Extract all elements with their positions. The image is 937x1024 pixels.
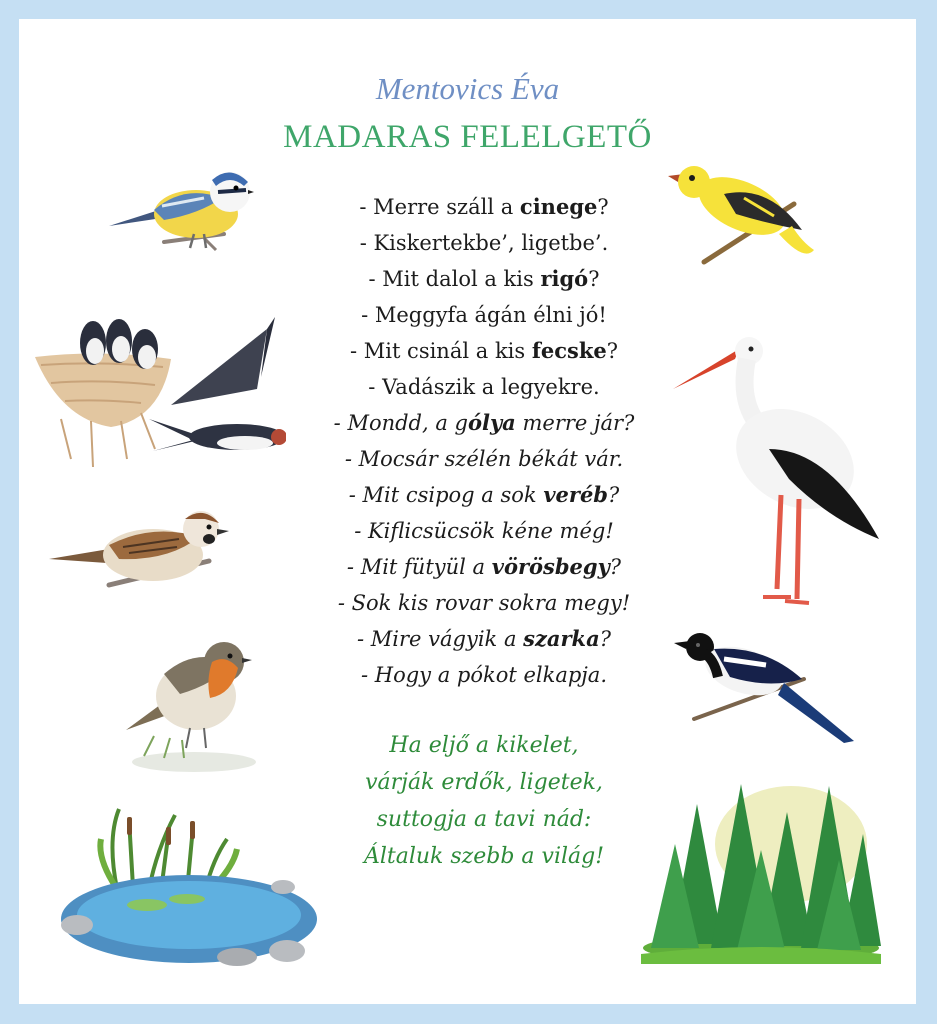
poem-line: - Kiflicsücsök kéne még!: [354, 519, 614, 543]
blue-tit-icon: [104, 154, 254, 264]
closing-line: Ha eljő a kikelet,: [389, 733, 579, 758]
poem-line: - Mondd, a gólya merre jár?: [333, 410, 635, 435]
poem-line: - Merre száll a cinege?: [359, 194, 609, 219]
closing-line: várják erdők, ligetek,: [365, 770, 603, 795]
poem-line: - Kiskertekbe’, ligetbe’.: [359, 231, 609, 255]
poem-line: - Sok kis rovar sokra megy!: [337, 591, 631, 615]
poem-body: [254, 189, 714, 693]
poem-line: - Mit dalol a kis rigó?: [368, 266, 600, 291]
golden-oriole-icon: [664, 154, 819, 269]
swallow-nest-icon: [31, 309, 286, 469]
pond-icon: [57, 799, 322, 969]
forest-icon: [641, 764, 881, 964]
poem-card: [19, 19, 916, 1004]
poem-line: - Mit csipog a sok veréb?: [348, 482, 620, 507]
author-name: Mentovics Éva: [375, 71, 560, 106]
robin-icon: [124, 624, 264, 774]
stork-icon: [669, 319, 889, 619]
poem-line: - Mit csinál a kis fecske?: [349, 338, 619, 363]
closing-line: Általuk szebb a világ!: [363, 844, 605, 869]
sparrow-icon: [49, 489, 229, 599]
poem-line: - Mit fütyül a vörösbegy?: [346, 554, 622, 579]
closing-line: suttogja a tavi nád:: [376, 807, 592, 832]
poem-title: MADARAS FELELGETŐ: [283, 119, 652, 155]
poem-line: - Vadászik a legyekre.: [368, 375, 600, 399]
poem-line: - Hogy a pókot elkapja.: [360, 663, 607, 687]
magpie-icon: [674, 619, 859, 749]
poem-line: - Meggyfa ágán élni jó!: [361, 303, 607, 327]
poem-line: - Mocsár szélén békát vár.: [344, 447, 624, 471]
poem-line: - Mire vágyik a szarka?: [357, 626, 611, 651]
